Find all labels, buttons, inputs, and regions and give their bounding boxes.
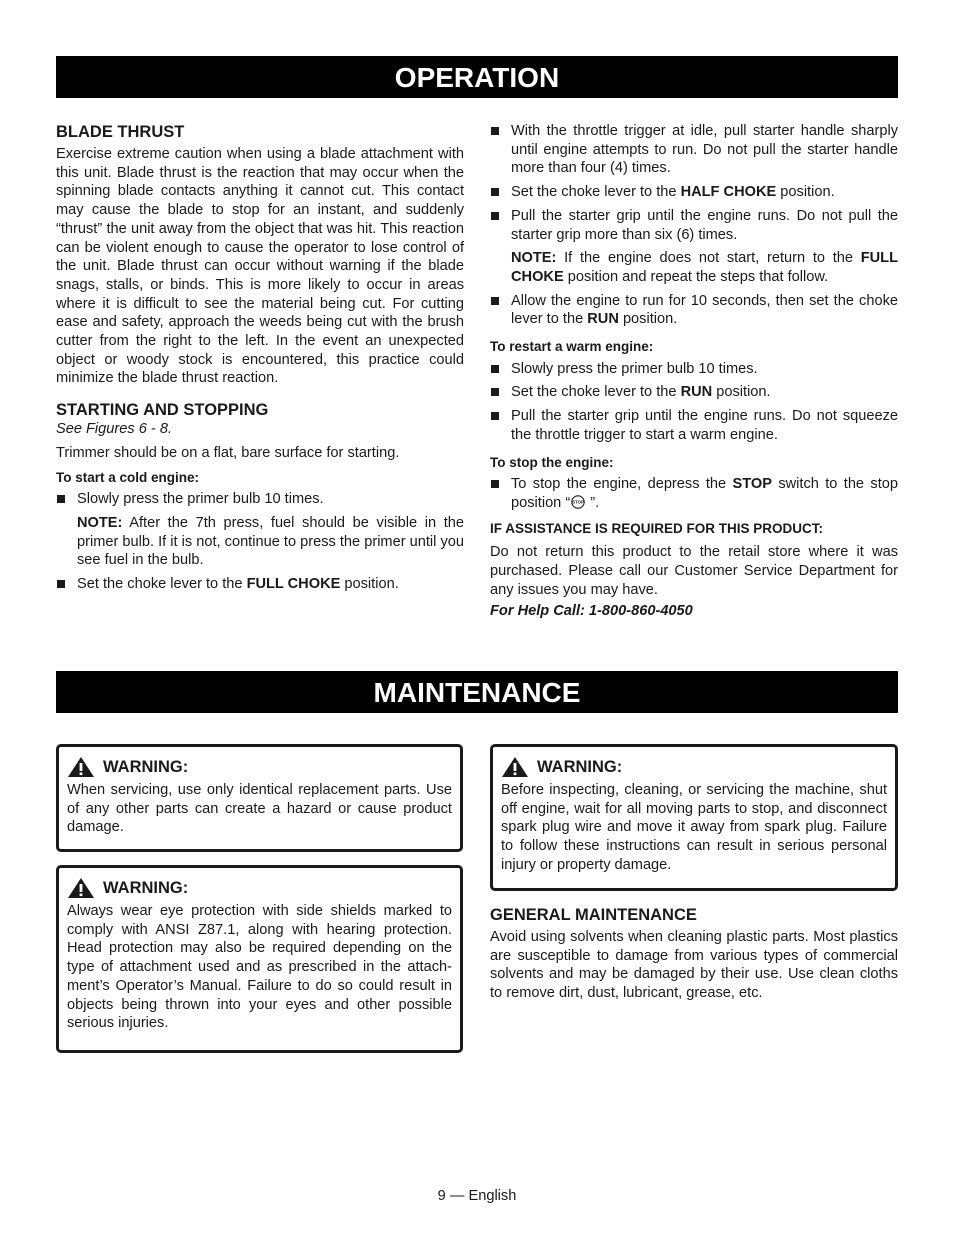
- operation-title: OPERATION: [394, 62, 560, 93]
- list-item: To stop the engine, depress the STOP switch to the stop position “ STOP ”.: [490, 475, 898, 514]
- operation-left-column: [56, 122, 464, 599]
- assistance-body: Do not return this product to the retail store where it was purchased. Please call our Customer Service Department for any issues you may have.: [490, 544, 898, 598]
- general-maintenance-section: [490, 905, 898, 1003]
- starting-stopping-heading: STARTING AND STOPPING: [56, 401, 269, 420]
- bullet-icon: [491, 480, 499, 488]
- warning-header: WARNING:: [67, 755, 452, 779]
- list-item: Set the choke lever to the HALF CHOKE position.: [490, 183, 898, 202]
- warning-text: Before inspecting, cleaning, or servicing the machine, shut off engine, wait for all moving parts to stop, and disconnect spark plug wire and move it away from spark plug. Failure to follow these instructions can result in serious personal injury or property damage.: [501, 782, 887, 873]
- warning-triangle-icon: [67, 877, 95, 899]
- general-maintenance-body: Avoid using solvents when cleaning plastic parts. Most plastics are susceptible to damage from various types of commercial solvents and may be damaged by their use. Use clean cloths to remove dirt, dust, lubricant, grease, etc.: [490, 929, 898, 1002]
- maintenance-title-banner: [56, 671, 898, 713]
- blade-thrust-body: Exercise extreme caution when using a blade attachment with this unit. Blade thrust is the reaction that may occur when the spinning blade contacts anything it cannot cut. This contact may cause the blade to stop for an instant, and suddenly “thrust” the unit away from the object that was hit. This reaction can be violent enough to cause the operator to lose control of the unit. Blade thrust can occur without warning if the blade snags, stalls, or binds. This is more likely to occur in areas where it is difficult to see the material being cut. For cutting ease and safety, approach the weeds being cut with the brush cutter from the right to the left. In the event an unexpected object or woody stock is encountered, this practice could minimize the blade thrust reaction.: [56, 146, 464, 387]
- operation-title-banner: [56, 56, 898, 98]
- list-item: Set the choke lever to the FULL CHOKE position.: [56, 575, 464, 594]
- starting-intro: Trimmer should be on a flat, bare surface for starting.: [56, 444, 400, 461]
- warning-triangle-icon: [67, 756, 95, 778]
- assistance-heading: IF ASSISTANCE IS REQUIRED FOR THIS PRODUCT:: [490, 520, 824, 536]
- warning-text: Always wear eye protection with side shields marked to comply with ANSI Z87.1, along with hearing protection. Head protection may also be required depending on the type of attachment used and as prescribed in the attach-ment’s Operator’s Manual. Failure to do so could result in objects being thrown into your eyes and other possible serious injuries.: [67, 903, 452, 1032]
- list-item: Slowly press the primer bulb 10 times.: [56, 490, 464, 509]
- list-item: Pull the starter grip until the engine runs. Do not pull the starter grip more than six (6) times.: [490, 207, 898, 244]
- warning-box-eye-protection: [56, 865, 463, 1053]
- warm-start-steps: [490, 360, 898, 445]
- bullet-icon: [491, 365, 499, 373]
- list-item: With the throttle trigger at idle, pull starter handle sharply until engine attempts to run. Do not pull the starter handle more than four (4) times.: [490, 122, 898, 178]
- note-primer: NOTE: After the 7th press, fuel should be visible in the primer bulb. If it is not, continue to press the primer until you see fuel in the bulb.: [77, 514, 464, 569]
- warning-header: WARNING:: [501, 755, 887, 779]
- cold-start-steps-left-2: [56, 575, 464, 594]
- list-item: Allow the engine to run for 10 seconds, then set the choke lever to the RUN position.: [490, 292, 898, 329]
- stop-steps: [490, 475, 898, 514]
- maintenance-title: MAINTENANCE: [373, 677, 581, 708]
- cold-start-steps-right-2: [490, 292, 898, 329]
- warning-triangle-icon: [501, 756, 529, 778]
- list-item: Set the choke lever to the RUN position.: [490, 383, 898, 402]
- bullet-icon: [491, 127, 499, 135]
- stop-engine-label: To stop the engine:: [490, 454, 614, 470]
- page-footer: 9 — English: [437, 1188, 517, 1204]
- cold-start-steps-right: [490, 122, 898, 244]
- help-call-text: For Help Call: 1-800-860-4050: [490, 603, 693, 620]
- bullet-icon: [491, 188, 499, 196]
- blade-thrust-heading: BLADE THRUST: [56, 123, 185, 141]
- bullet-icon: [57, 495, 65, 503]
- warm-engine-label: To restart a warm engine:: [490, 339, 654, 355]
- bullet-icon: [491, 388, 499, 396]
- operation-right-column: [490, 122, 898, 621]
- warning-text: When servicing, use only identical replacement parts. Use of any other parts can create a hazard or cause product damage.: [67, 782, 452, 836]
- warning-header: WARNING:: [67, 876, 452, 900]
- general-maintenance-heading: GENERAL MAINTENANCE: [490, 906, 697, 924]
- bullet-icon: [491, 212, 499, 220]
- cold-start-steps-left: [56, 490, 464, 509]
- see-figures-text: See Figures 6 - 8.: [56, 421, 172, 438]
- bullet-icon: [491, 297, 499, 305]
- cold-engine-label: To start a cold engine:: [56, 469, 200, 485]
- svg-text:STOP: STOP: [572, 499, 585, 505]
- list-item: Slowly press the primer bulb 10 times.: [490, 360, 898, 379]
- warning-box-servicing: [490, 744, 898, 891]
- stop-switch-icon: [570, 495, 586, 515]
- list-item: Pull the starter grip until the engine runs. Do not squeeze the throttle trigger to start a warm engine.: [490, 407, 898, 444]
- note-full-choke: NOTE: If the engine does not start, return to the FULL CHOKE position and repeat the steps that follow.: [511, 250, 898, 285]
- bullet-icon: [491, 412, 499, 420]
- bullet-icon: [57, 580, 65, 588]
- warning-box-replacement-parts: [56, 744, 463, 852]
